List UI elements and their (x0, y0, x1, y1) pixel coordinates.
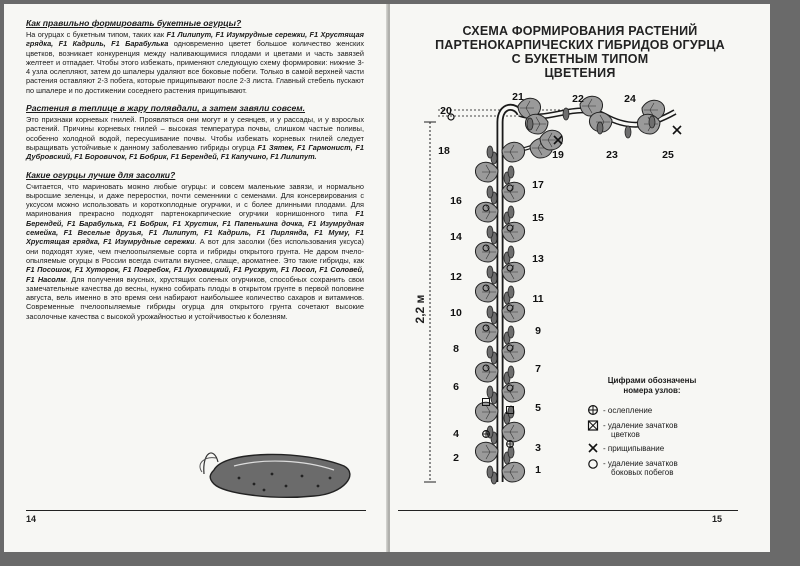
fruit-shape (508, 366, 514, 378)
leaf-shape (502, 462, 525, 482)
node-number: 3 (535, 442, 541, 454)
fruit-shape (487, 466, 493, 478)
paragraph-text: Это признаки корневых гнилей. Проявляться они могут и у сеянцев, и у рассады, и у взрослых растений. Причины корневых гнилей – высокая температура почвы, слишком частые поливы, особенно холодной водой, пересушивание почвы. Чтобы избежать корневых гнилей следует выращивать устойчивые к данному заболеванию гибриды огурца (26, 115, 364, 152)
fruit-shape (649, 116, 655, 128)
leaf-shape (476, 162, 499, 182)
hybrid-names: F1 Лилипут, F1 Изумрудные сережки, F1 Хрустящая грядка, F1 Кадриль, F1 Барабулька (26, 30, 364, 49)
fruit-shape (625, 126, 631, 138)
legend-item-shoot-removal: - удаление зачатков (603, 459, 678, 468)
node-number: 8 (453, 343, 459, 355)
left-footer-rule (26, 510, 366, 511)
scheme-title-line: ЦВЕТЕНИЯ (544, 66, 616, 80)
legend-item-blinding: - ослепление (603, 406, 653, 415)
node-number: 18 (438, 145, 450, 157)
right-page (390, 4, 770, 552)
node-number-labels (438, 91, 674, 476)
node-number: 24 (624, 93, 636, 105)
node-number: 2 (453, 452, 459, 464)
node-number: 22 (572, 93, 584, 105)
node-number: 12 (450, 271, 462, 283)
fruit-shape (508, 206, 514, 218)
leaf-shape (502, 182, 525, 202)
section-heading: Растения в теплице в жару полявдали, а затем завяли совсем. (26, 103, 306, 114)
node-number: 1 (535, 464, 541, 476)
height-label: 2,2 м (413, 294, 427, 324)
leaf-shape (502, 382, 525, 402)
fruit-shape (487, 226, 493, 238)
cucumber-illustration (194, 444, 364, 504)
node-number: 25 (662, 149, 674, 161)
formation-diagram (390, 4, 770, 524)
section-paragraph (26, 30, 364, 95)
node-number: 13 (532, 253, 544, 265)
node-number: 23 (606, 149, 618, 161)
leaf-shape (502, 222, 525, 242)
scheme-title-line: С БУКЕТНЫМ ТИПОМ (511, 52, 649, 66)
leaf-shape (502, 262, 525, 282)
scheme-title-line: СХЕМА ФОРМИРОВАНИЯ РАСТЕНИЙ (462, 24, 698, 38)
hybrid-names: F1 Зятек, F1 Гармонист, F1 Дубровский, F1 Боровичок, F1 Бобрик, F1 Берендей, F1 Капучино, F1 Лилипут. (26, 142, 364, 162)
node-number: 17 (532, 179, 544, 191)
fruit-shape (508, 246, 514, 258)
legend-item-pinching: - прищипывание (603, 444, 665, 453)
section-paragraph (26, 115, 364, 161)
fruit-shape (597, 122, 603, 134)
left-page (4, 4, 388, 552)
leaf-shape (476, 442, 499, 462)
right-footer-rule (398, 510, 738, 511)
section-heading: Как правильно формировать букетные огурцы? (26, 18, 242, 28)
node-number: 15 (532, 212, 544, 224)
legend (589, 376, 697, 477)
node-number: 5 (535, 402, 541, 414)
fruit-shape (487, 266, 493, 278)
node-number: 10 (450, 307, 462, 319)
fruit-shape (487, 346, 493, 358)
legend-title: Цифрами обозначены (607, 376, 697, 385)
section-heading: Какие огурцы лучше для засолки? (26, 169, 176, 180)
fruit-shape (487, 186, 493, 198)
node-number: 20 (440, 105, 452, 117)
node-number: 16 (450, 195, 462, 207)
paragraph-text: одновременно цветет большое количество женских цветков, возникает конкуренция между наливающимися плодами и цветами и часть завязей желтеет и отпадает. Чтобы этого избежать, применяют следующую схему формировки: нижние 3-4 узла ослепляют, затем до шпалеры удаляют все боковые побеги. Только в самой верхней части растения оставляют 2-3 побега, которые прищипывают после 2-3 листа. Главный стебель пускают по шпалере и по достижении соседнего растения прищипывают. (26, 39, 364, 95)
node-number: 9 (535, 325, 541, 337)
legend-item-flower-removal: - удаление зачатков (603, 421, 678, 430)
node-number: 21 (512, 91, 524, 103)
hybrid-names: F1 Посошок, F1 Хуторок, F1 Погребок, F1 Луховицкий, F1 Русхрут, F1 Посол, F1 Соловей, F1 Насолм (26, 265, 364, 284)
hybrid-names: F1 Берендей, F1 Барабулька, F1 Бобрик, F1 Хрустик, F1 Папенькина дочка, F1 Изумрудная семейка, F1 Веселые друзья, F1 Лилипут, F1 Кадриль, F1 Пирлянда, F1 Муму, F1 Хрустящая грядка, F1 Изумрудные сережки (26, 209, 364, 247)
paragraph-text: На огурцах с букетным типом, таких как (26, 30, 167, 39)
fruit-shape (508, 166, 514, 178)
node-number: 6 (453, 381, 459, 393)
legend-title: номера узлов: (623, 386, 681, 395)
node-number: 4 (453, 428, 459, 440)
page-number-right: 15 (712, 514, 723, 524)
fruit-shape (508, 326, 514, 338)
fruit-shape (508, 286, 514, 298)
legend-item-shoot-removal: боковых побегов (611, 468, 674, 477)
node-number: 19 (552, 149, 564, 161)
leaf-shape (502, 302, 525, 322)
fruit-shape (487, 386, 493, 398)
node-number: 14 (450, 231, 462, 243)
paragraph-text: . Для получения вкусных, хрустящих соленых огурчиков, способных сохранить свои замечательные качества до весны, нужно собирать плоды в открытом грунте в первой половине августа, вель именно в это время они набирают наибольшее количество сахаров и витаминов. Современные пчелоопыляемые гибриды огурца для открытого грунта сочетают высокие засолочные качества с высокой урожайностью и устойчивостью к болезням. (26, 274, 364, 321)
left-text-column (26, 18, 364, 321)
node-number: 7 (535, 363, 541, 375)
fruit-shape (527, 118, 533, 130)
leaf-shape (638, 114, 661, 134)
fruit-shape (563, 108, 569, 120)
section-paragraph (26, 182, 364, 321)
leaf-shape (502, 342, 525, 362)
fruit-shape (487, 306, 493, 318)
fruit-shape (487, 146, 493, 158)
page-number-left: 14 (26, 514, 37, 524)
leaf-shape (502, 142, 525, 162)
leaf-shape (502, 422, 525, 442)
legend-item-flower-removal: цветков (611, 430, 640, 439)
paragraph-text: . А вот для засолки (без использования уксуса) они подходят хуже, чем пчелоопыляемые сорта и гибриды открытого грунта. Не даром пчелоопыляемые огурцы в России всегда считали вкуснее, слаще, ароматнее. Это такие гибриды, как (26, 237, 364, 265)
node-number: 11 (532, 293, 544, 305)
paragraph-text: Считается, что мариновать можно любые огурцы: и совсем маленькие завязи, и нормально выросшие зеленцы, и даже переростки, почти семенники с семенами. Для консервирования с уксусом можно использовать и короткоплодные огурчики, и с более длинными плодами. Для маринования прекрасно подходят партенокарпические огурчики корнишонного типа (26, 181, 364, 219)
scheme-title-line: ПАРТЕНОКАРПИЧЕСКИХ ГИБРИДОВ ОГУРЦА (435, 38, 725, 52)
